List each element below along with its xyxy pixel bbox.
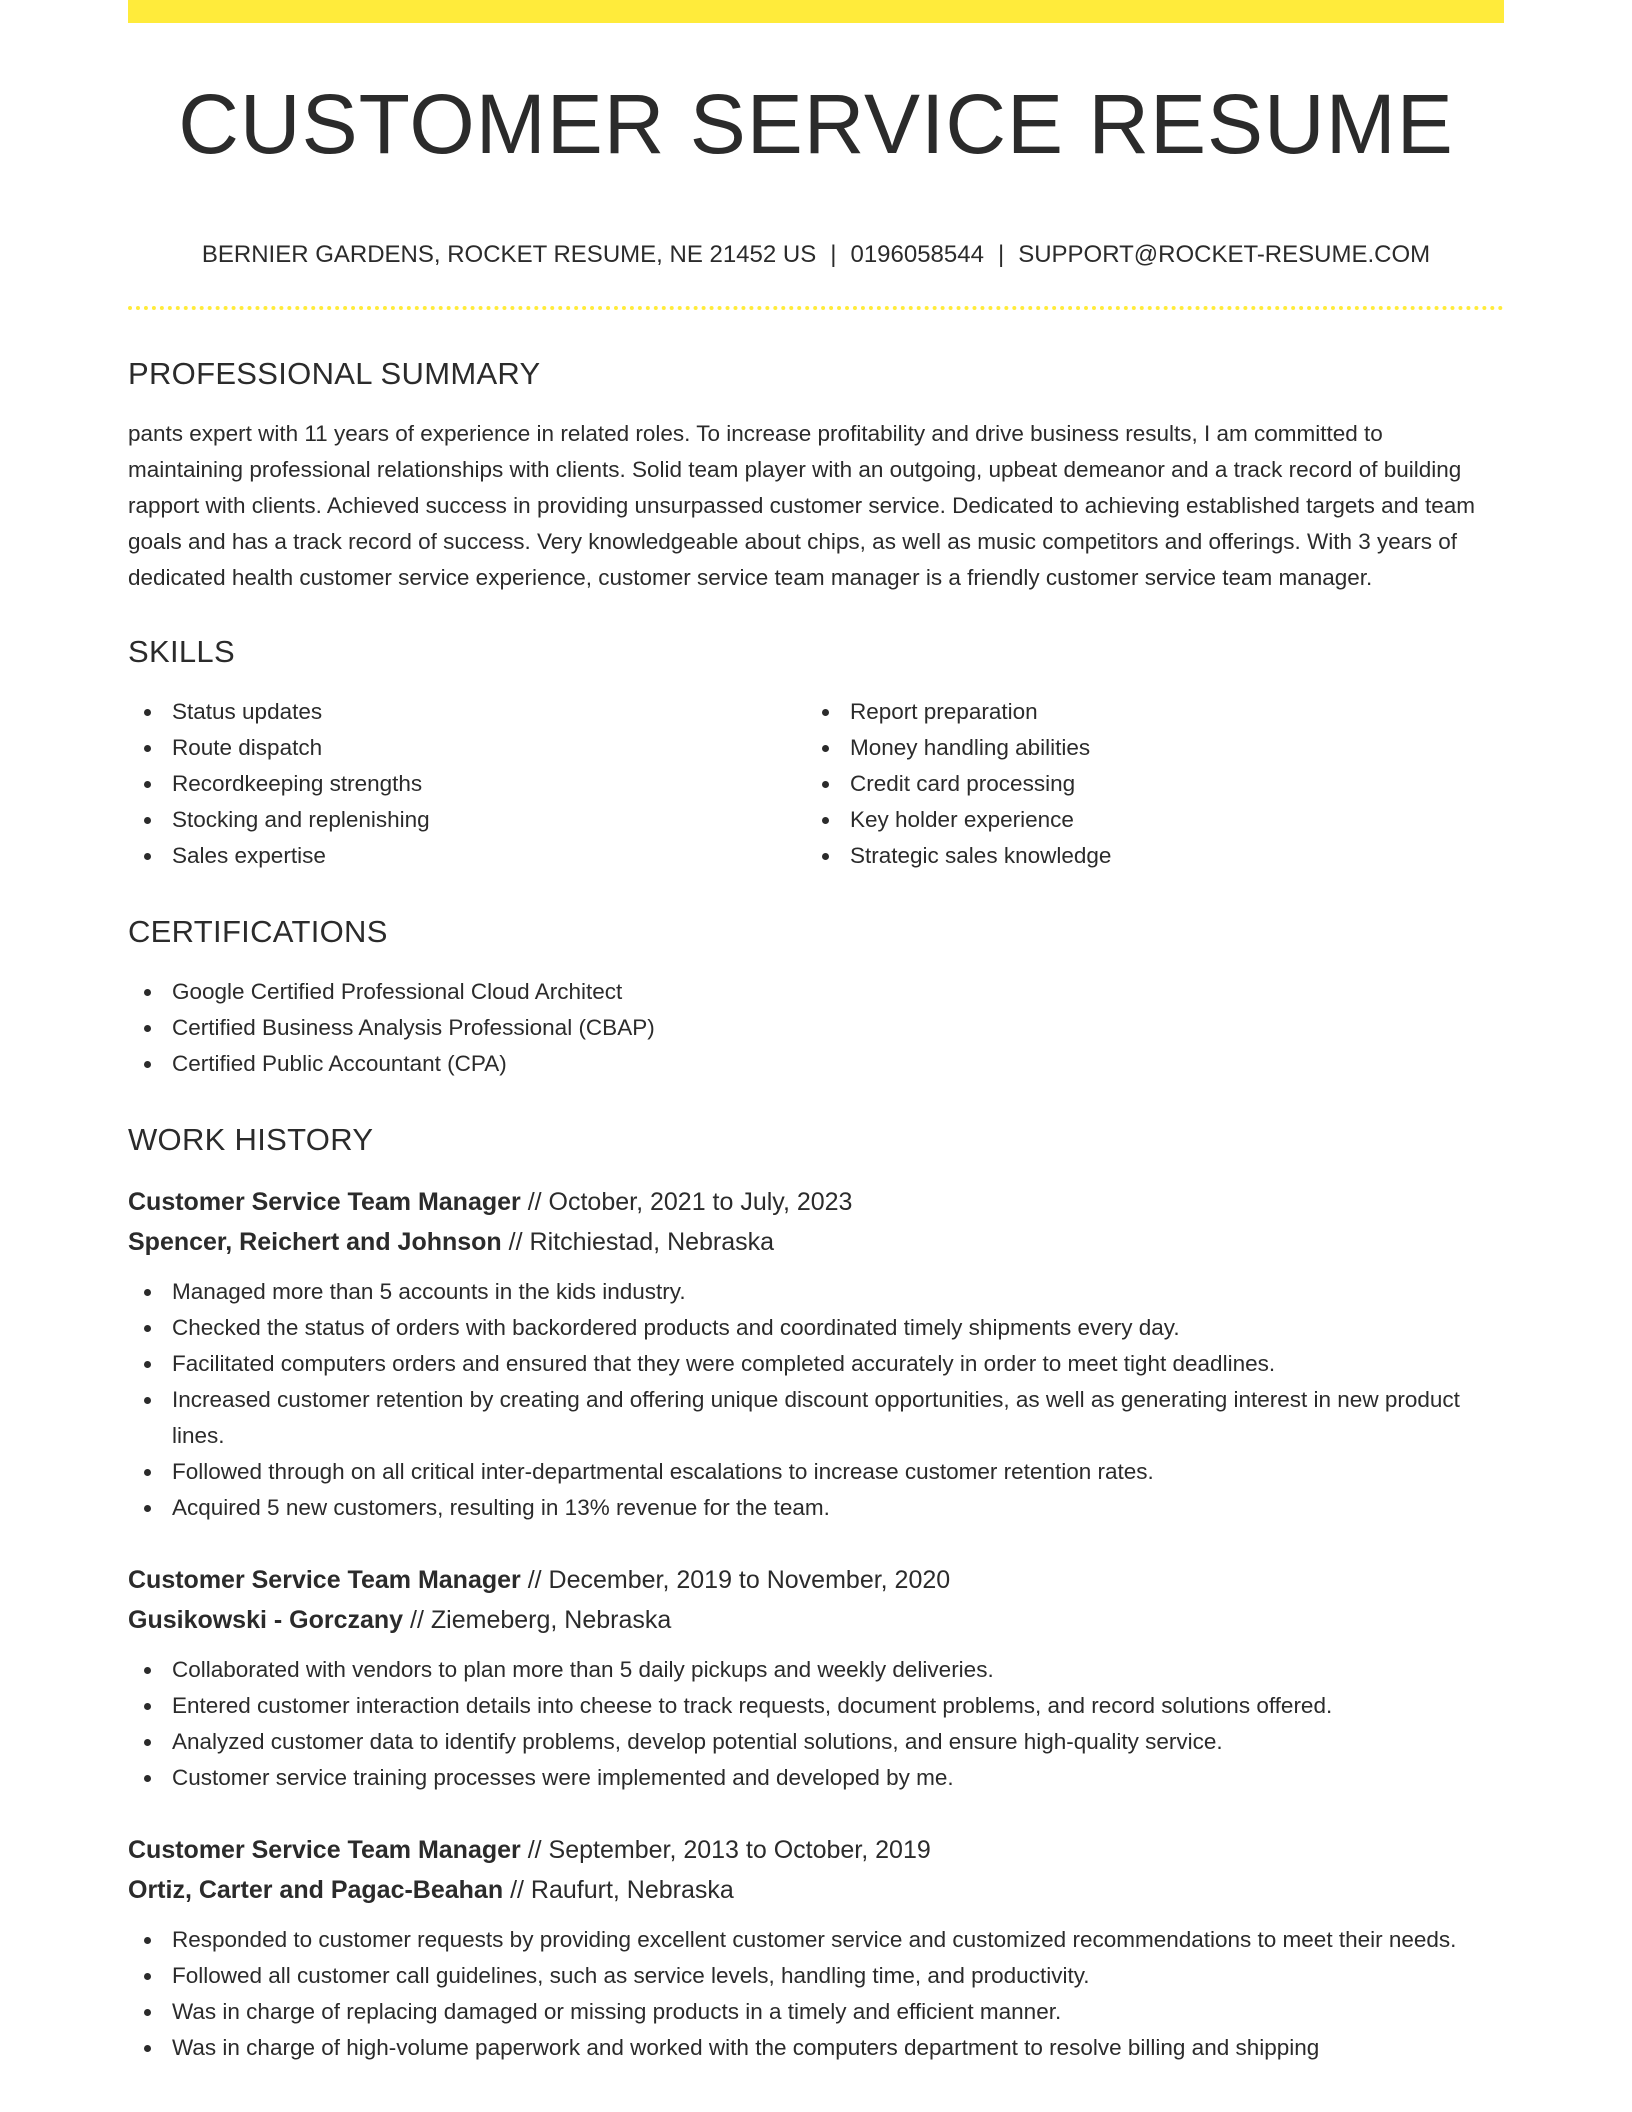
skill-item: Status updates [128,694,806,730]
job-bullet: Managed more than 5 accounts in the kids industry. [128,1274,1504,1310]
job-location: // Raufurt, Nebraska [510,1876,734,1904]
job-title-line [128,1182,1504,1222]
skill-item: Key holder experience [806,802,1484,838]
separator: | [830,241,837,268]
certification-item: Certified Business Analysis Professional (CBAP) [128,1010,1504,1046]
job-location: // Ziemeberg, Nebraska [410,1606,672,1634]
email: SUPPORT@ROCKET-RESUME.COM [1018,241,1431,268]
summary-text: pants expert with 11 years of experience in related roles. To increase profitability and drive business results, I am committed to maintaining professional relationships with clients. Solid team player with an outgoing, upbeat demeanor and a track record of building rapport with clients. Achieved success in providing unsurpassed customer service. Dedicated to achieving established targets and team goals and has a track record of success. Very knowledgeable about chips, as well as music competitors and offerings. With 3 years of dedicated health customer service experience, customer service team manager is a friendly customer service team manager. [128,421,1475,590]
job-company-line [128,1600,1504,1640]
skills-columns [128,694,1504,874]
job-bullets [128,1274,1504,1526]
resume-body [128,352,1504,2100]
job-title-line [128,1830,1504,1870]
job-title: Customer Service Team Manager [128,1836,521,1864]
job-entry [128,1182,1504,1526]
resume-title: CUSTOMER SERVICE RESUME [178,77,1454,171]
job-bullet: Analyzed customer data to identify problems, develop potential solutions, and ensure high-quality service. [128,1724,1504,1760]
section-heading-work-history: WORK HISTORY [128,1122,374,1157]
job-company: Ortiz, Carter and Pagac-Beahan [128,1876,504,1904]
job-bullet: Checked the status of orders with backordered products and coordinated timely shipments every day. [128,1310,1504,1346]
skills-list-right [806,694,1484,874]
skill-item: Credit card processing [806,766,1484,802]
job-bullet: Collaborated with vendors to plan more than 5 daily pickups and weekly deliveries. [128,1652,1504,1688]
job-bullet: Increased customer retention by creating and offering unique discount opportunities, as well as generating interest in new product lines. [128,1382,1504,1454]
skill-item: Route dispatch [128,730,806,766]
job-dates: // December, 2019 to November, 2020 [527,1566,951,1594]
job-bullet: Responded to customer requests by providing excellent customer service and customized recommendations to meet their needs. [128,1922,1504,1958]
separator: | [997,241,1005,268]
phone: 0196058544 [850,241,984,268]
certifications-list [128,974,1504,1082]
job-bullet: Facilitated computers orders and ensured that they were completed accurately in order to meet tight deadlines. [128,1346,1504,1382]
summary-section [128,352,1504,596]
job-title-line [128,1560,1504,1600]
job-company-line [128,1222,1504,1262]
address: BERNIER GARDENS, ROCKET RESUME, NE 21452 US [201,241,817,268]
accent-bar [128,0,1504,23]
job-title: Customer Service Team Manager [128,1566,521,1594]
job-bullet: Entered customer interaction details into cheese to track requests, document problems, and record solutions offered. [128,1688,1504,1724]
skills-list-left [128,694,806,874]
contact-line [128,238,1504,272]
skills-section [128,630,1504,874]
job-bullet: Was in charge of replacing damaged or missing products in a timely and efficient manner. [128,1994,1504,2030]
certification-item: Google Certified Professional Cloud Architect [128,974,1504,1010]
work-history-section [128,1118,1504,2066]
job-dates: // October, 2021 to July, 2023 [527,1188,853,1216]
job-entry [128,1560,1504,1796]
skill-item: Sales expertise [128,838,806,874]
job-location: // Ritchiestad, Nebraska [508,1228,775,1256]
job-bullet: Acquired 5 new customers, resulting in 13% revenue for the team. [128,1490,1504,1526]
section-heading-skills: SKILLS [128,634,235,669]
job-dates: // September, 2013 to October, 2019 [527,1836,931,1864]
certification-item: Certified Public Accountant (CPA) [128,1046,1504,1082]
job-company-line [128,1870,1504,1910]
skill-item: Strategic sales knowledge [806,838,1484,874]
job-company: Spencer, Reichert and Johnson [128,1228,502,1256]
section-heading-summary: PROFESSIONAL SUMMARY [128,356,541,391]
skill-item: Recordkeeping strengths [128,766,806,802]
dotted-divider [128,306,1504,310]
job-bullets [128,1922,1504,2066]
job-bullets [128,1652,1504,1796]
job-entry [128,1830,1504,2066]
job-bullet: Customer service training processes were implemented and developed by me. [128,1760,1504,1796]
job-bullet: Followed all customer call guidelines, such as service levels, handling time, and productivity. [128,1958,1504,1994]
job-title: Customer Service Team Manager [128,1188,521,1216]
job-company: Gusikowski - Gorczany [128,1606,404,1634]
section-heading-certifications: CERTIFICATIONS [128,914,388,949]
certifications-section [128,910,1504,1082]
skill-item: Money handling abilities [806,730,1484,766]
skill-item: Report preparation [806,694,1484,730]
job-bullet: Followed through on all critical inter-departmental escalations to increase customer retention rates. [128,1454,1504,1490]
skill-item: Stocking and replenishing [128,802,806,838]
job-bullet: Was in charge of high-volume paperwork and worked with the computers department to resolve billing and shipping [128,2030,1504,2066]
